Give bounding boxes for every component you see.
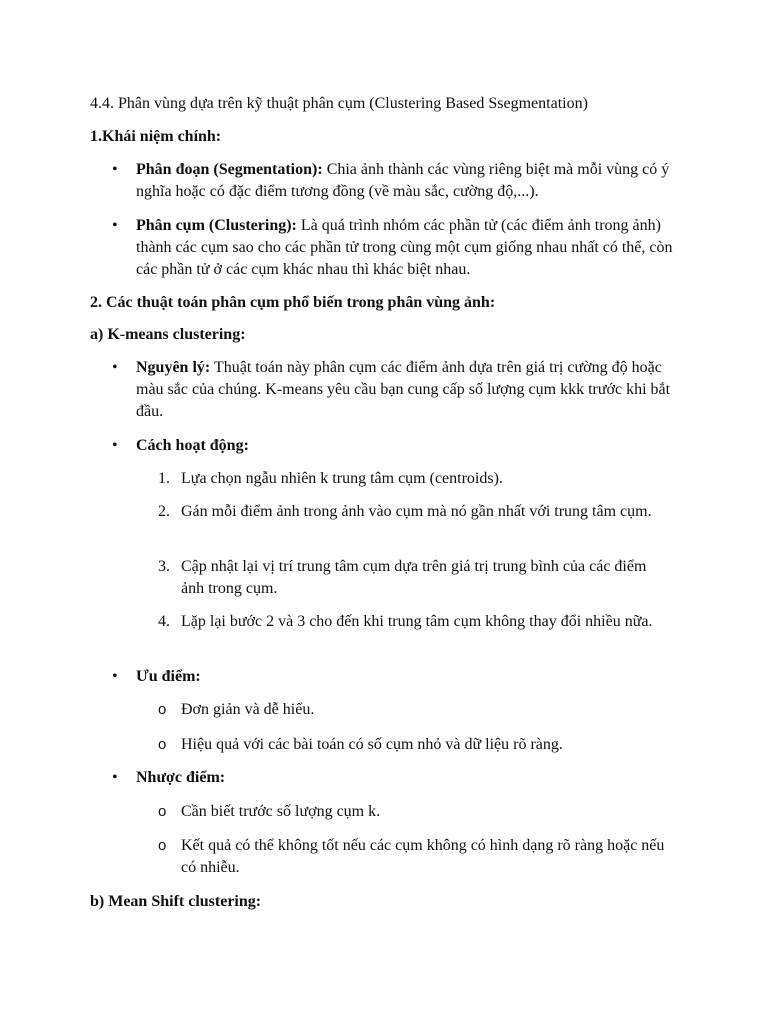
step-text: Lựa chọn ngẫu nhiên k trung tâm cụm (centroids).: [181, 470, 503, 487]
cons-text: Kết quả có thể không tốt nếu các cụm không có hình dạng rõ ràng hoặc nếu có nhiễu.: [181, 837, 665, 876]
list-item-segmentation: [90, 159, 680, 203]
bullet-icon: •: [112, 668, 118, 685]
circle-bullet-icon: o: [158, 803, 167, 820]
step-number: 4.: [158, 613, 170, 630]
list-item-principle: [90, 357, 680, 423]
step-text: Gán mỗi điểm ảnh trong ảnh vào cụm mà nó gần nhất với trung tâm cụm.: [181, 503, 652, 520]
step-text: Lặp lại bước 2 và 3 cho đến khi trung tâm cụm không thay đổi nhiều nữa.: [181, 613, 653, 630]
cons-item-2: [150, 835, 670, 879]
circle-bullet-icon: o: [158, 837, 167, 854]
circle-bullet-icon: o: [158, 736, 167, 753]
circle-bullet-icon: o: [158, 701, 167, 718]
section1-title: 1.Khái niệm chính:: [90, 128, 222, 145]
bullet-icon: •: [112, 359, 118, 376]
bullet-icon: •: [112, 437, 118, 454]
step-number: 1.: [158, 470, 170, 487]
bullet-icon: •: [112, 217, 118, 234]
step-item-3: [150, 556, 670, 600]
step-item-2: [150, 501, 670, 523]
term-how-it-works: Cách hoạt động:: [136, 437, 249, 454]
definition-segmentation: Chia ảnh thành các vùng riêng biệt mà mỗi vùng có ý nghĩa hoặc có đặc điểm tương đồng (về màu sắc, cường độ,...).: [136, 161, 670, 200]
term-segmentation: Phân đoạn (Segmentation):: [136, 161, 323, 178]
term-cons: Nhược điểm:: [136, 769, 226, 786]
list-item-pros: [90, 666, 680, 688]
term-clustering: Phân cụm (Clustering):: [136, 217, 297, 234]
step-text: Cập nhật lại vị trí trung tâm cụm dựa trên giá trị trung bình của các điểm ảnh trong cụm.: [181, 558, 647, 597]
principle-text: Thuật toán này phân cụm các điểm ảnh dựa trên giá trị cường độ hoặc màu sắc của chúng. K-means yêu cầu bạn cung cấp số lượng cụm kkk trước khi bắt đầu.: [136, 359, 671, 420]
cons-text: Cần biết trước số lượng cụm k.: [181, 803, 381, 820]
list-item-how-it-works: [90, 435, 680, 457]
bullet-icon: •: [112, 161, 118, 178]
step-item-4: [150, 611, 670, 633]
section-heading: 4.4. Phân vùng dựa trên kỹ thuật phân cụm (Clustering Based Ssegmentation): [90, 95, 588, 112]
definition-clustering: Là quá trình nhóm các phần tử (các điểm ảnh trong ảnh) thành các cụm sao cho các phần tử trong cùng một cụm giống nhau nhất có thể, còn các phần tử ở các cụm khác nhau thì khác biệt nhau.: [136, 217, 673, 278]
meanshift-title: b) Mean Shift clustering:: [90, 893, 262, 910]
list-item-body: [136, 215, 680, 281]
term-pros: Ưu điểm:: [136, 668, 201, 685]
list-item-body: [136, 159, 680, 203]
list-item-body: [136, 357, 680, 423]
kmeans-title: a) K-means clustering:: [90, 326, 246, 343]
pros-text: Đơn giản và dễ hiểu.: [181, 701, 315, 718]
step-number: 3.: [158, 558, 170, 575]
pros-text: Hiệu quả với các bài toán có số cụm nhỏ và dữ liệu rõ ràng.: [181, 736, 563, 753]
section2-title: 2. Các thuật toán phân cụm phổ biến trong phân vùng ảnh:: [90, 294, 496, 311]
cons-item-1: [150, 801, 670, 823]
list-item-cons: [90, 767, 680, 789]
pros-item-1: [150, 699, 670, 721]
term-principle: Nguyên lý:: [136, 359, 211, 376]
pros-item-2: [150, 734, 670, 756]
bullet-icon: •: [112, 769, 118, 786]
list-item-clustering: [90, 215, 680, 281]
step-item-1: [150, 468, 670, 490]
step-number: 2.: [158, 503, 170, 520]
